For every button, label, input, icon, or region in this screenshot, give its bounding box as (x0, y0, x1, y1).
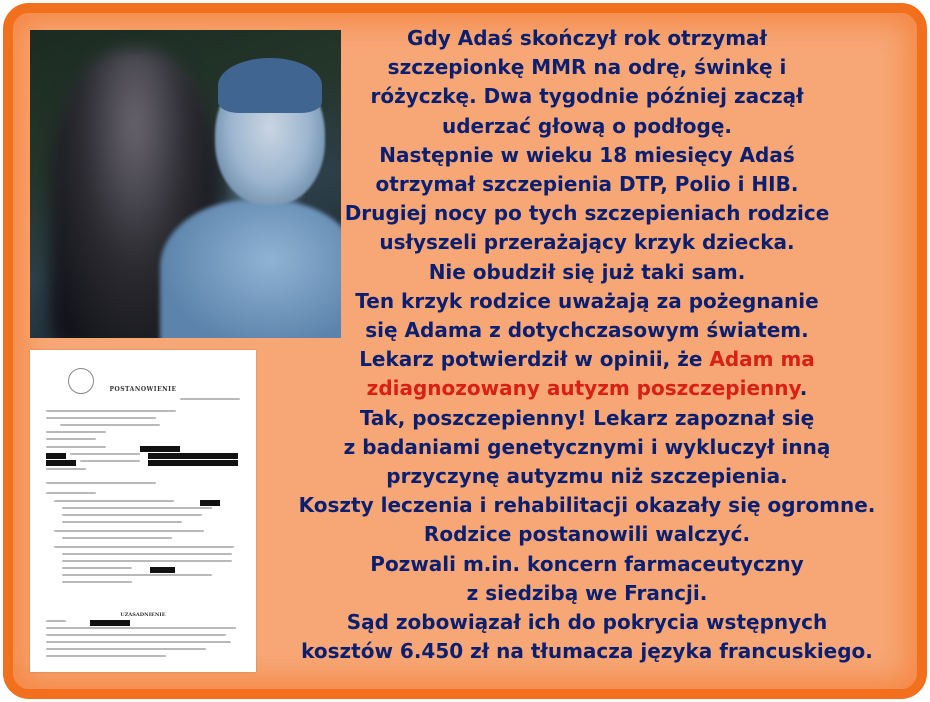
redaction-bar (148, 453, 238, 459)
document-text-line (46, 410, 176, 412)
highlight-text: Adam ma (709, 347, 815, 372)
document-text-line (46, 438, 96, 440)
document-text-line (62, 521, 182, 523)
document-text-line (46, 620, 66, 622)
redaction-bar (46, 453, 66, 459)
story-line: Drugiej nocy po tych szczepieniach rodzice (344, 201, 830, 226)
story-line: Gdy Adaś skończył rok otrzymał (407, 26, 767, 50)
redaction-bar (148, 460, 238, 466)
story-text-run: . (799, 376, 808, 401)
story-line: Ten krzyk rodzice uważają za pożegnanie (355, 288, 819, 313)
document-text-line (80, 460, 140, 462)
document-heading: POSTANOWIENIE (109, 386, 177, 393)
story-line: z siedzibą we Francji. (466, 580, 708, 605)
document-text-line (46, 634, 226, 636)
story-line: Sąd zobowiązał ich do pokrycia wstępnych (346, 610, 828, 635)
redaction-bar (200, 500, 220, 506)
document-text-line (70, 453, 140, 455)
story-line: Nie obudził się już taki sam. (428, 259, 746, 284)
document-text-line (60, 424, 160, 426)
story-line: przyczynę autyzmu niż szczepienia. (386, 464, 788, 489)
document-text-line (46, 648, 206, 650)
document-text-line (46, 468, 86, 470)
document-text-line (46, 482, 156, 484)
document-section-heading: UZASADNIENIE (120, 612, 166, 618)
story-line: kosztów 6.450 zł na tłumacza języka francuskiego. (301, 639, 873, 664)
story-text-run: Lekarz potwierdził w opinii, że (359, 347, 710, 372)
court-document-scan (30, 350, 256, 672)
redaction-bar (140, 446, 180, 452)
story-line: Tak, poszczepienny! Lekarz zapoznał się (359, 405, 815, 430)
story-text (262, 24, 912, 666)
document-text-line (46, 446, 106, 448)
story-line-diagnosis-2 (262, 374, 912, 403)
story-line: się Adama z dotychczasowym światem. (365, 318, 809, 343)
story-line: szczepionkę MMR na odrę, świnkę i (387, 55, 787, 80)
story-line: otrzymał szczepienia DTP, Polio i HIB. (375, 172, 799, 197)
document-text-line (46, 627, 236, 629)
document-text-line (46, 641, 231, 643)
document-text-line (54, 546, 234, 548)
document-text-line (54, 500, 174, 502)
document-text-line (46, 431, 106, 433)
story-line: Koszty leczenia i rehabilitacji okazały się ogromne. (298, 493, 876, 518)
story-line: różyczkę. Dwa tygodnie później zaczął (370, 84, 804, 109)
document-text-line (46, 655, 166, 657)
document-text-line (62, 553, 232, 555)
document-text-line (62, 514, 202, 516)
document-text-line (62, 574, 212, 576)
redaction-bar (150, 567, 175, 573)
highlight-text: zdiagnozowany autyzm poszczepienny (366, 376, 800, 401)
document-text-line (46, 417, 156, 419)
story-line: Pozwali m.in. koncern farmaceutyczny (370, 551, 804, 576)
document-text-line (62, 581, 132, 583)
story-line-diagnosis-1 (262, 345, 912, 374)
story-line: uderzać głową o podłogę. (441, 113, 733, 138)
redaction-bar (46, 460, 76, 466)
document-text-line (54, 530, 204, 532)
story-line: Następnie w wieku 18 miesięcy Adaś (379, 142, 795, 167)
story-line: usłyszeli przerażający krzyk dziecka. (379, 230, 795, 255)
document-text-line (62, 507, 212, 509)
redaction-bar (90, 620, 130, 626)
document-text-line (180, 398, 240, 400)
story-line: Rodzice postanowili walczyć. (423, 522, 751, 547)
document-text-line (46, 492, 96, 494)
document-text-line (62, 537, 172, 539)
document-text-line (62, 560, 232, 562)
document-text-line (62, 567, 132, 569)
story-line: z badaniami genetycznymi i wykluczył inną (343, 434, 831, 459)
